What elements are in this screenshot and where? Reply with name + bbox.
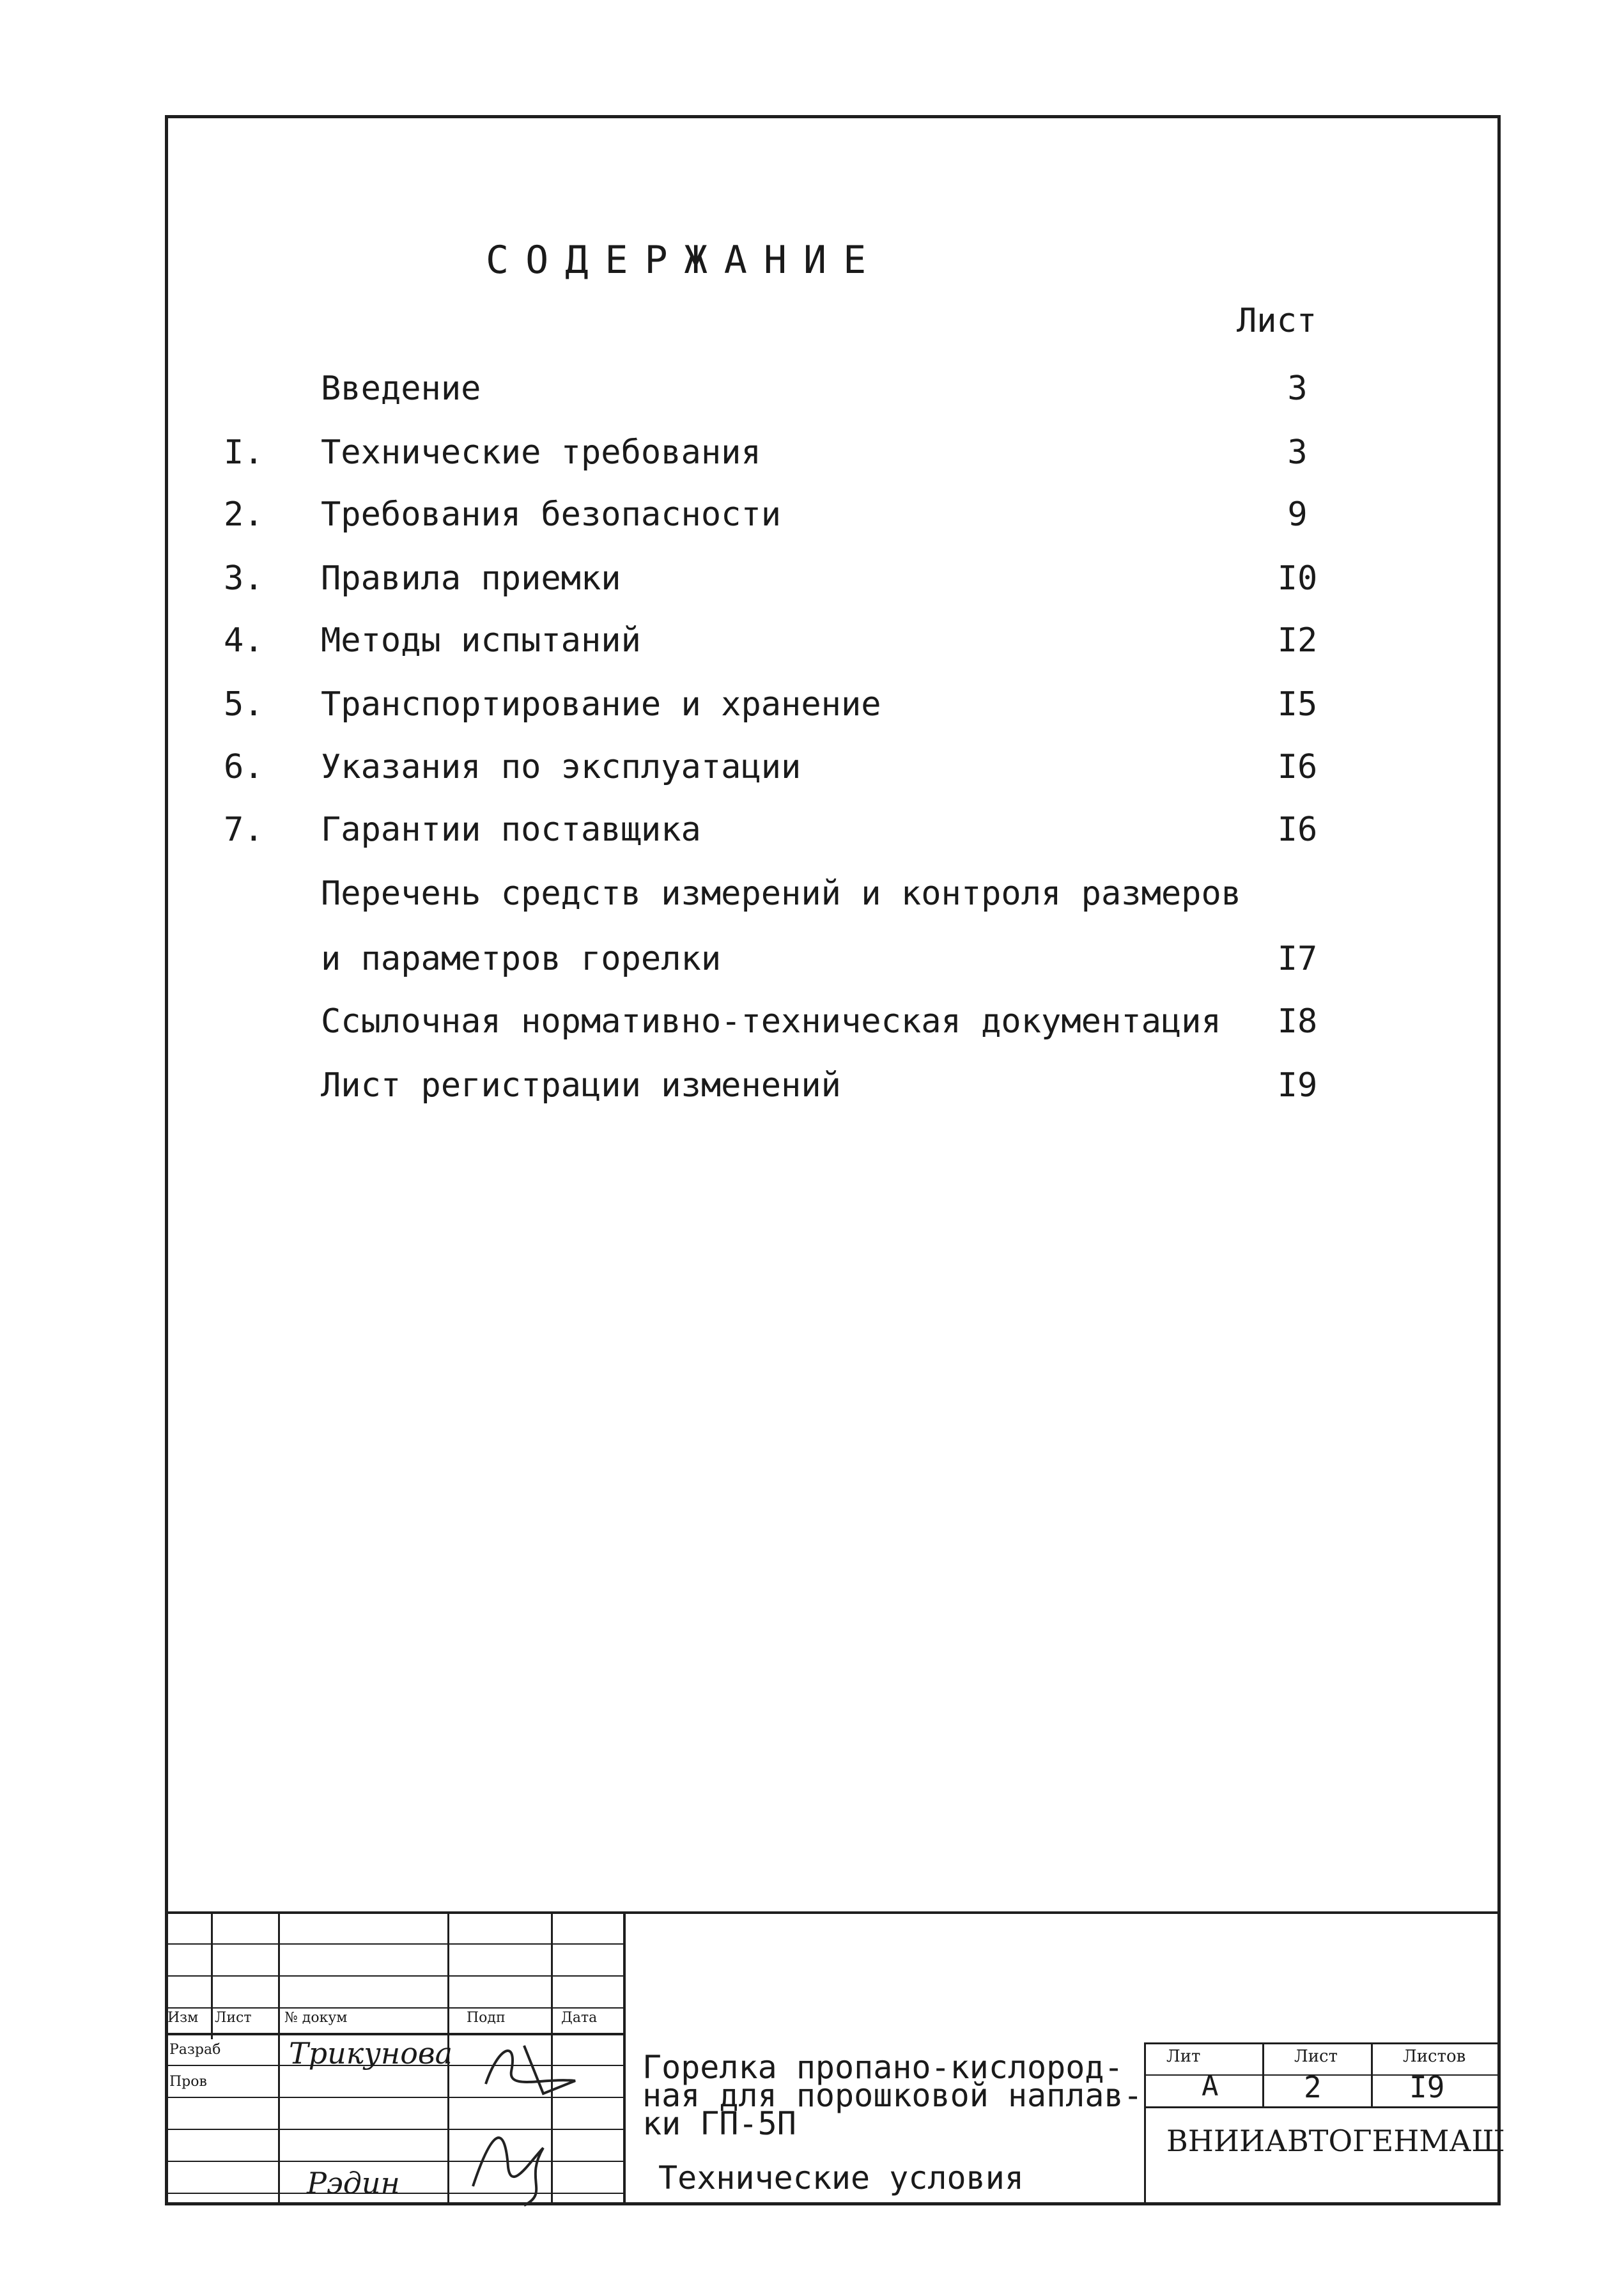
toc-page-number: 3	[1287, 369, 1308, 408]
toc-page-number: I9	[1277, 1066, 1318, 1105]
sheet-number: 2	[1304, 2070, 1322, 2104]
organization-name: ВНИИАВТОГЕНМАШ	[1166, 2124, 1505, 2158]
col-izm-label: Изм	[167, 2010, 199, 2026]
toc-label: Правила приемки	[321, 559, 621, 598]
row-prov-label: Пров	[169, 2074, 207, 2090]
sheets-total: I9	[1409, 2070, 1445, 2104]
toc-label: Методы испытаний	[321, 621, 641, 660]
toc-row	[0, 621, 1624, 672]
col-doc-label: № докум	[284, 2010, 348, 2026]
toc-row	[0, 811, 1624, 862]
toc-page-number: I2	[1277, 621, 1318, 660]
toc-page-number: I8	[1277, 1002, 1318, 1041]
toc-row	[0, 1002, 1624, 1053]
toc-row	[0, 559, 1624, 610]
toc-page-number: I6	[1277, 748, 1318, 786]
sheet-column-header: Лист	[1237, 302, 1317, 340]
toc-number: 3.	[224, 559, 264, 598]
toc-label: Требования безопасности	[321, 495, 782, 534]
doc-subtitle: Технические условия	[658, 2159, 1024, 2196]
toc-label: Гарантии поставщика	[321, 811, 701, 849]
doc-title-line-3: ки ГП-5П	[642, 2105, 796, 2142]
toc-row	[0, 685, 1624, 736]
toc-page-number: 9	[1287, 495, 1308, 534]
toc-label: Транспортирование и хранение	[321, 685, 881, 724]
toc-label: и параметров горелки	[321, 940, 722, 978]
prov-name: Рэдин	[307, 2166, 400, 2200]
toc-row	[0, 495, 1624, 547]
doc-title-line-2: ная для порошковой наплав-	[642, 2077, 1143, 2114]
col-data-label: Дата	[561, 2010, 598, 2026]
lit-label: Лит	[1166, 2047, 1201, 2066]
col-podp-label: Подп	[467, 2010, 506, 2026]
toc-row	[0, 875, 1624, 926]
toc-number: 4.	[224, 621, 264, 660]
toc-number: 2.	[224, 495, 264, 534]
toc-number: 5.	[224, 685, 264, 724]
toc-number: I.	[224, 433, 264, 472]
toc-page-number: I5	[1277, 685, 1318, 724]
col-list-label: Лист	[215, 2010, 252, 2026]
signature	[447, 2033, 614, 2212]
toc-label: Лист регистрации изменений	[321, 1066, 841, 1105]
page-frame	[165, 115, 1501, 2205]
toc-label: Перечень средств измерений и контроля размеров	[321, 875, 1242, 913]
page-title: СОДЕРЖАНИЕ	[486, 238, 883, 283]
sheets-label: Листов	[1403, 2047, 1466, 2066]
toc-label: Ссылочная нормативно-техническая документация	[321, 1002, 1221, 1041]
toc-row	[0, 1066, 1624, 1117]
row-razrab-label: Разраб	[169, 2042, 221, 2058]
toc-page-number: I7	[1277, 940, 1318, 978]
toc-row	[0, 940, 1624, 991]
toc-row	[0, 433, 1624, 485]
razrab-name: Трикунова	[289, 2036, 453, 2071]
doc-title	[642, 2049, 1143, 2142]
toc-label: Введение	[321, 369, 481, 408]
toc-number: 7.	[224, 811, 264, 849]
toc-page-number: I0	[1277, 559, 1318, 598]
toc-label: Указания по эксплуатации	[321, 748, 801, 786]
sheet-label: Лист	[1294, 2047, 1338, 2066]
toc-label: Технические требования	[321, 433, 761, 472]
toc-number: 6.	[224, 748, 264, 786]
lit-value: А	[1202, 2070, 1219, 2103]
toc-page-number: I6	[1277, 811, 1318, 849]
toc-row	[0, 748, 1624, 799]
toc-row	[0, 369, 1624, 421]
doc-title-line-1: Горелка пропано-кислород-	[642, 2049, 1124, 2086]
toc-page-number: 3	[1287, 433, 1308, 472]
